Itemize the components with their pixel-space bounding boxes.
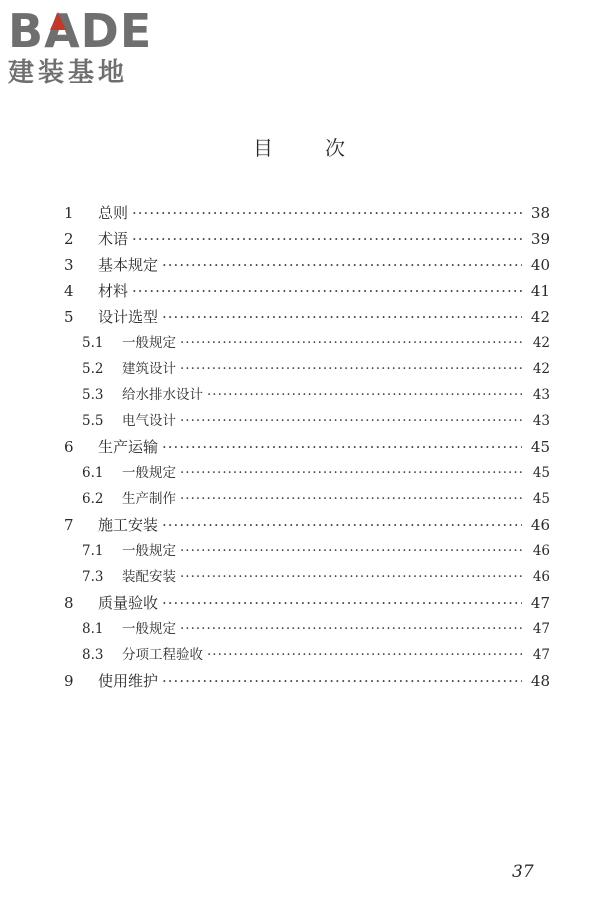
toc-entry-page: 47 xyxy=(530,594,550,612)
toc-entry[interactable] xyxy=(60,226,550,252)
toc-entry-page: 38 xyxy=(530,204,550,222)
toc-entry[interactable] xyxy=(60,486,550,512)
toc-entry[interactable] xyxy=(60,668,550,694)
toc-leader-dots xyxy=(180,486,522,512)
toc-entry-number: 3 xyxy=(64,256,74,274)
toc-entry-number: 7.3 xyxy=(82,569,104,585)
toc-entry-page: 46 xyxy=(532,543,550,559)
toc-entry[interactable] xyxy=(60,278,550,304)
title-char-left: 目 xyxy=(253,136,275,160)
toc-entry-number: 8 xyxy=(64,594,74,612)
toc-leader-dots xyxy=(180,356,522,382)
toc-entry-page: 45 xyxy=(532,465,550,481)
toc-entry-label: 一般规定 xyxy=(122,621,176,637)
toc-entry[interactable] xyxy=(60,434,550,460)
toc-entry-page: 40 xyxy=(530,256,550,274)
logo-subtitle: 建装基地 xyxy=(8,58,129,88)
toc-entry-page: 45 xyxy=(530,438,550,456)
toc-entry-number: 5.5 xyxy=(82,413,104,429)
toc-entry-label: 生产运输 xyxy=(98,438,159,456)
toc-entry-label: 分项工程验收 xyxy=(122,647,203,663)
toc-entry-label: 材料 xyxy=(98,282,129,300)
toc-entry[interactable] xyxy=(60,564,550,590)
toc-leader-dots xyxy=(207,382,522,408)
toc-entry[interactable] xyxy=(60,590,550,616)
logo-wordmark xyxy=(8,4,178,58)
toc-entry[interactable] xyxy=(60,460,550,486)
toc-entry-page: 47 xyxy=(532,647,550,663)
table-of-contents xyxy=(60,200,550,694)
toc-leader-dots xyxy=(162,304,522,330)
toc-entry-page: 41 xyxy=(530,282,550,300)
page-number: 37 xyxy=(512,862,534,882)
toc-leader-dots xyxy=(180,408,522,434)
toc-leader-dots xyxy=(162,590,522,616)
toc-entry-number: 5.3 xyxy=(82,387,104,403)
toc-entry-label: 生产制作 xyxy=(122,491,176,507)
toc-entry-label: 建筑设计 xyxy=(122,361,176,377)
toc-entry-page: 45 xyxy=(532,491,550,507)
toc-entry-number: 5.1 xyxy=(82,335,104,351)
toc-entry-page: 46 xyxy=(530,516,550,534)
toc-entry-label: 总则 xyxy=(98,204,129,222)
toc-entry-number: 7.1 xyxy=(82,543,104,559)
toc-leader-dots xyxy=(180,538,522,564)
toc-leader-dots xyxy=(162,668,522,694)
toc-entry-number: 4 xyxy=(64,282,74,300)
toc-entry[interactable] xyxy=(60,200,550,226)
toc-leader-dots xyxy=(180,564,522,590)
toc-entry[interactable] xyxy=(60,408,550,434)
logo-letter-b: B xyxy=(8,4,45,58)
toc-entry-number: 7 xyxy=(64,516,74,534)
toc-entry-label: 质量验收 xyxy=(98,594,159,612)
toc-entry-number: 8.1 xyxy=(82,621,104,637)
logo-letter-a: A xyxy=(44,4,81,58)
toc-leader-dots xyxy=(180,616,522,642)
logo-accent-triangle xyxy=(50,12,66,30)
toc-entry-number: 2 xyxy=(64,230,74,248)
toc-entry-number: 5.2 xyxy=(82,361,104,377)
toc-leader-dots xyxy=(132,200,522,226)
toc-entry-page: 43 xyxy=(532,387,550,403)
toc-entry[interactable] xyxy=(60,512,550,538)
toc-entry-label: 使用维护 xyxy=(98,672,159,690)
toc-entry-page: 42 xyxy=(530,308,550,326)
toc-entry-number: 6.1 xyxy=(82,465,104,481)
toc-leader-dots xyxy=(162,252,522,278)
toc-entry[interactable] xyxy=(60,304,550,330)
toc-leader-dots xyxy=(180,330,522,356)
page-title xyxy=(0,132,600,161)
toc-entry-page: 43 xyxy=(532,413,550,429)
toc-entry[interactable] xyxy=(60,538,550,564)
toc-entry-number: 1 xyxy=(64,204,74,222)
bade-logo xyxy=(8,4,178,88)
toc-leader-dots xyxy=(132,278,522,304)
toc-entry-label: 一般规定 xyxy=(122,335,176,351)
toc-entry-label: 基本规定 xyxy=(98,256,159,274)
toc-entry-page: 42 xyxy=(532,335,550,351)
toc-entry-page: 48 xyxy=(530,672,550,690)
toc-entry-number: 8.3 xyxy=(82,647,104,663)
toc-leader-dots xyxy=(162,434,522,460)
logo-letters-de: DE xyxy=(80,4,153,58)
title-char-right: 次 xyxy=(325,136,347,160)
toc-entry-page: 39 xyxy=(530,230,550,248)
toc-entry-label: 术语 xyxy=(98,230,129,248)
toc-entry[interactable] xyxy=(60,616,550,642)
toc-entry[interactable] xyxy=(60,252,550,278)
toc-entry[interactable] xyxy=(60,382,550,408)
toc-entry-page: 47 xyxy=(532,621,550,637)
toc-entry-label: 装配安装 xyxy=(122,569,176,585)
toc-entry-label: 施工安装 xyxy=(98,516,159,534)
toc-leader-dots xyxy=(132,226,522,252)
toc-entry-page: 42 xyxy=(532,361,550,377)
toc-leader-dots xyxy=(207,642,522,668)
toc-leader-dots xyxy=(180,460,522,486)
toc-entry-label: 一般规定 xyxy=(122,465,176,481)
toc-entry-label: 电气设计 xyxy=(122,413,176,429)
toc-entry[interactable] xyxy=(60,330,550,356)
toc-entry-number: 6.2 xyxy=(82,491,104,507)
toc-entry-page: 46 xyxy=(532,569,550,585)
toc-entry-number: 6 xyxy=(64,438,74,456)
toc-entry-label: 给水排水设计 xyxy=(122,387,203,403)
toc-entry-number: 5 xyxy=(64,308,74,326)
toc-entry[interactable] xyxy=(60,356,550,382)
toc-entry-label: 设计选型 xyxy=(98,308,159,326)
toc-entry-number: 9 xyxy=(64,672,74,690)
toc-leader-dots xyxy=(162,512,522,538)
toc-entry-label: 一般规定 xyxy=(122,543,176,559)
toc-entry[interactable] xyxy=(60,642,550,668)
